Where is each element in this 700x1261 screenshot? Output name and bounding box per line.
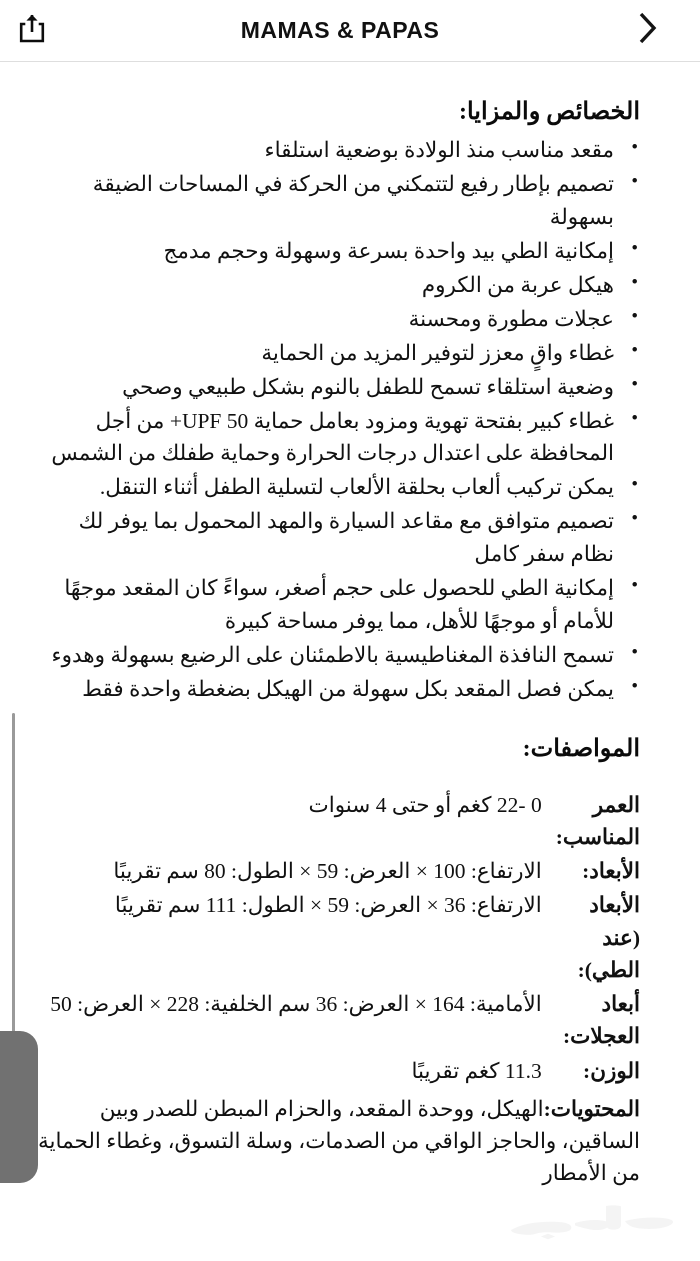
list-item: • تسمح النافذة المغناطيسية بالاطمئنان على الرضيع بسهولة وهدوء bbox=[34, 639, 640, 672]
share-icon bbox=[19, 13, 45, 48]
list-item: • يمكن فصل المقعد بكل سهولة من الهيكل بضغطة واحدة فقط bbox=[34, 673, 640, 706]
table-row bbox=[34, 1055, 640, 1089]
list-item: • مقعد مناسب منذ الولادة بوضعية استلقاء bbox=[34, 134, 640, 167]
spec-value: الارتفاع: 36 × العرض: 59 × الطول: 111 سم تقريبًا bbox=[114, 893, 542, 918]
list-item: • تصميم متوافق مع مقاعد السيارة والمهد المحمول بما يوفر لك نظام سفر كامل bbox=[34, 505, 640, 571]
specs-heading: المواصفات: bbox=[522, 735, 640, 762]
spec-label: الأبعاد: bbox=[582, 859, 640, 884]
list-item: • تصميم بإطار رفيع لتتمكني من الحركة في المساحات الضيقة بسهولة bbox=[34, 168, 640, 234]
list-item: • عجلات مطورة ومحسنة bbox=[34, 303, 640, 336]
spec-value: الارتفاع: 100 × العرض: 59 × الطول: 80 سم تقريبًا bbox=[113, 859, 542, 884]
scrollbar[interactable] bbox=[12, 713, 15, 1033]
table-row bbox=[34, 855, 640, 889]
contents-row bbox=[34, 1093, 640, 1190]
spec-label: الأبعاد (عند الطي): bbox=[577, 893, 640, 982]
spec-label: الوزن: bbox=[583, 1058, 640, 1083]
list-item: • غطاء كبير بفتحة تهوية ومزود بعامل حماية UPF 50+ من أجل المحافظة على اعتدال درجات الحرارة وحماية طفلك من الشمس bbox=[34, 405, 640, 471]
list-item: • يمكن تركيب ألعاب بحلقة الألعاب لتسلية الطفل أثناء التنقل. bbox=[34, 471, 640, 504]
table-row bbox=[34, 988, 640, 1055]
spec-value: الأمامية: 164 × العرض: 36 سم الخلفية: 228 × العرض: 50 bbox=[50, 992, 542, 1017]
app-header bbox=[0, 0, 700, 62]
share-button[interactable] bbox=[0, 0, 64, 62]
list-item: • إمكانية الطي بيد واحدة بسرعة وسهولة وحجم مدمج bbox=[34, 235, 640, 268]
list-item: • هيكل عربة من الكروم bbox=[34, 269, 640, 302]
spec-label: أبعاد العجلات: bbox=[562, 992, 640, 1049]
table-row bbox=[34, 889, 640, 988]
contents-value: الهيكل، ووحدة المقعد، والحزام المبطن للصدر وبين الساقين، والحاجز الواقي من الصدمات، وسلة التسوق، وغطاء الحماية من الأمطار bbox=[38, 1096, 640, 1186]
specs-table bbox=[34, 789, 640, 1089]
next-button[interactable] bbox=[616, 0, 680, 62]
spec-label: العمر المناسب: bbox=[555, 792, 640, 849]
chevron-right-icon bbox=[636, 10, 660, 51]
page-title: MAMAS & PAPAS bbox=[240, 17, 440, 43]
list-item: • وضعية استلقاء تسمح للطفل بالنوم بشكل طبيعي وصحي bbox=[34, 371, 640, 404]
spec-value: 0 -22 كغم أو حتى 4 سنوات bbox=[308, 792, 542, 817]
spec-value: 11.3 كغم تقريبًا bbox=[411, 1058, 542, 1083]
side-nav-next-button[interactable] bbox=[0, 1031, 38, 1183]
list-item: • غطاء واقٍ معزز لتوفير المزيد من الحماية bbox=[34, 337, 640, 370]
product-description bbox=[0, 62, 700, 1261]
features-heading: الخصائص والمزايا: bbox=[458, 99, 640, 125]
contents-label: المحتويات: bbox=[543, 1096, 640, 1121]
table-row bbox=[34, 789, 640, 856]
features-list bbox=[34, 134, 640, 705]
list-item: • إمكانية الطي للحصول على حجم أصغر، سواءً كان المقعد موجهًا للأمام أو موجهًا للأهل، مما يوفر مساحة كبيرة bbox=[34, 572, 640, 638]
